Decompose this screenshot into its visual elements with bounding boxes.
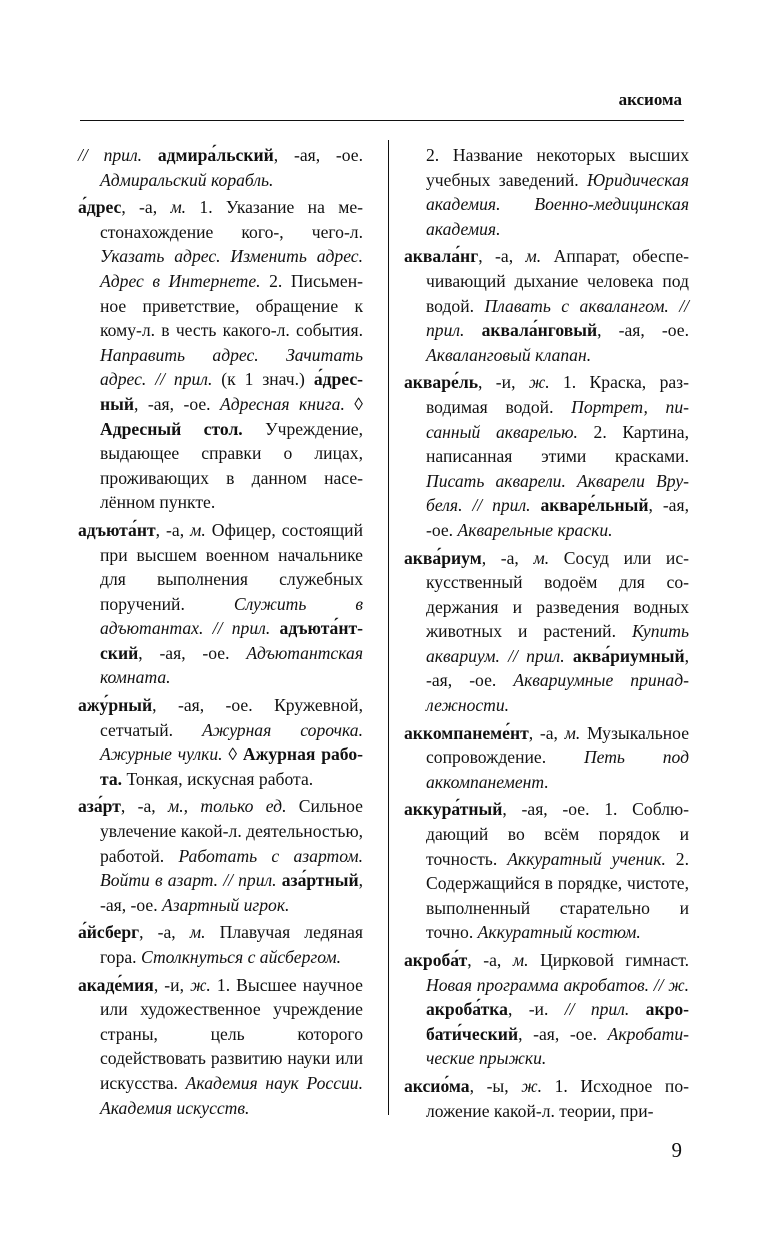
italic-text: Петь под аккомпанемент.	[426, 747, 690, 792]
dictionary-entry	[404, 143, 689, 241]
header-rule	[80, 120, 684, 121]
italic-text: Работать с азартом. Войти в азарт. // прил.	[100, 845, 363, 891]
italic-text: Академия наук России. Академия искусств.	[100, 1072, 364, 1118]
entry-text: 1. Указание на местонахождение кого-, чего-л.	[100, 197, 364, 242]
italic-text: Купить аквариум. // прил.	[426, 621, 689, 666]
italic-text: Акробатические прыжки.	[426, 1023, 689, 1069]
italic-text: м., только ед.	[168, 796, 287, 817]
italic-text: // прил.	[78, 145, 143, 165]
entry-text: , -ая, -ое.	[518, 1023, 608, 1044]
headword: акробати́ческий	[426, 999, 690, 1044]
headword: аза́ртный	[281, 870, 359, 891]
headword: а́дрес	[78, 197, 122, 218]
dictionary-entry	[78, 195, 363, 515]
entry-text: , -а,	[121, 197, 171, 218]
dictionary-entry	[78, 794, 363, 917]
entry-text: 2. Письменное приветствие, обращение к кому-л. в честь какого-л. события.	[100, 270, 363, 341]
entry-text: , -а,	[478, 246, 526, 267]
headword: ажу́рный	[78, 695, 153, 716]
italic-text: Портрет, писанный акварелью.	[426, 396, 689, 442]
dictionary-entry	[404, 721, 689, 795]
entry-text: , -ая, -ое.	[273, 145, 363, 165]
dictionary-entry	[404, 370, 689, 542]
entry-text: , -а,	[528, 722, 565, 743]
italic-text: м.	[564, 722, 581, 743]
entry-text: , -и.	[507, 999, 565, 1020]
italic-text: ж.	[521, 1075, 543, 1096]
entry-text: , -а,	[155, 519, 191, 540]
entry-text: Сосуд или искусственный водоём для содержания и разведения водных животных и растений.	[426, 547, 690, 642]
italic-text: // прил.	[564, 999, 630, 1020]
headword: акаде́мия	[78, 974, 154, 995]
italic-text: Адъютантская комната.	[100, 642, 363, 688]
entry-text: , -ая, -ое.	[100, 870, 363, 915]
italic-text: Ажурная сорочка. Ажурные чулки.	[100, 719, 363, 765]
entry-text: Аппарат, обеспечивающий дыхание человека под водой.	[426, 246, 689, 316]
dictionary-entry	[404, 1074, 689, 1123]
entry-text: (к 1 знач.)	[212, 369, 314, 390]
italic-text: Указать адрес. Изменить адрес. Адрес в Интернете.	[100, 246, 363, 291]
italic-text: Акварельные краски.	[457, 519, 613, 540]
dictionary-entry	[404, 244, 689, 367]
entry-text: , -ая, -ое. Кружевной, сетчатый.	[100, 695, 363, 740]
entry-text: 1. Исходное положение какой-л. теории, при-	[426, 1075, 689, 1121]
headword: адъюта́нт	[78, 519, 156, 540]
dictionary-entry	[78, 693, 363, 791]
dictionary-entry	[404, 546, 689, 718]
right-column	[404, 143, 689, 1126]
entry-text	[464, 320, 481, 340]
entry-text: , -ы,	[469, 1075, 522, 1096]
italic-text: Новая программа акробатов. // ж.	[426, 974, 689, 995]
entry-text	[531, 495, 541, 515]
entry-text: , -а,	[120, 796, 168, 817]
headword: аквала́нг	[404, 246, 479, 267]
dictionary-entry	[404, 948, 689, 1071]
entry-text: 1. Высшее научное или художественное учреждение страны, цель которого содействовать развитию науки или искусства.	[100, 974, 363, 1093]
headword: адмира́льский	[157, 145, 274, 165]
dictionary-entry	[78, 920, 363, 969]
entry-text: Плавучая ледяная гора.	[100, 922, 364, 967]
italic-text: м.	[533, 547, 550, 568]
italic-text: Юридическая академия. Военно-медицинская академия.	[426, 169, 689, 239]
running-head: аксиома	[618, 90, 682, 109]
italic-text: Акваланговый клапан.	[426, 344, 592, 365]
entry-text: , -а,	[481, 547, 534, 568]
entry-text: , -ая, -ое.	[426, 645, 689, 691]
page-number: 9	[671, 1138, 682, 1162]
entry-text: Тонкая, искусная работа.	[122, 768, 314, 789]
entry-text: , -ая, -ое.	[134, 393, 221, 414]
italic-text: Азартный игрок.	[162, 894, 290, 915]
italic-text: м.	[190, 519, 206, 540]
headword: акроба́тка	[426, 999, 508, 1020]
column-divider	[388, 140, 389, 1115]
entry-text: Учреждение, выдающее справки о лицах, проживающих в данном населённом пункте.	[100, 418, 364, 513]
headword: Ажурная работа.	[100, 744, 363, 789]
headword: аккура́тный	[404, 799, 503, 820]
dictionary-entry	[404, 797, 689, 945]
entry-text: 2. Название некоторых высших учебных заведений.	[426, 145, 689, 190]
dictionary-entry	[78, 143, 363, 192]
headword: а́дресный	[100, 369, 364, 414]
headword: адъюта́нтский	[100, 618, 363, 663]
entry-text: 1. Краска, разводимая водой.	[426, 372, 689, 417]
entry-text: , -ая, -ое.	[138, 642, 247, 663]
entry-text: , -ая, -ое. 1. Соблюдающий во всём порядок и точность.	[426, 799, 689, 869]
italic-text: Адмиральский корабль.	[100, 169, 274, 190]
italic-text: Направить адрес. Зачитать адрес. // прил.	[100, 344, 363, 390]
headword: аза́рт	[78, 796, 121, 817]
entry-text: ◊	[344, 393, 363, 414]
italic-text: м.	[512, 950, 529, 970]
headword: аква́риумный	[572, 645, 685, 666]
italic-text: ж.	[190, 974, 211, 995]
entry-text: Офицер, состоящий при высшем военном начальнике для выполнения служебных поручений.	[100, 519, 363, 614]
headword: акваре́льный	[540, 495, 649, 516]
italic-text: Аквариумные принадлежности.	[426, 670, 689, 716]
italic-text: Столкнуться с айсбергом.	[140, 947, 342, 967]
italic-text: м.	[189, 922, 206, 943]
italic-text: Адресная книга.	[220, 393, 345, 414]
italic-text: Плавать с аквалангом. //прил.	[426, 295, 689, 341]
entry-text: Цирковой гимнаст.	[528, 950, 689, 970]
headword: аккомпанеме́нт	[404, 722, 529, 743]
italic-text: Служить в адъютантах. // прил.	[100, 593, 363, 639]
italic-text: Аккуратный ученик.	[507, 848, 666, 869]
entry-text: , -ая, -ое.	[597, 320, 689, 341]
italic-text: ж.	[528, 372, 550, 393]
headword: акваре́ль	[404, 372, 479, 393]
entry-text	[270, 618, 279, 638]
left-column	[78, 143, 363, 1123]
entry-text: , -а,	[139, 922, 190, 943]
italic-text: Писать акварели. Акварели Врубеля. // прил.	[426, 470, 689, 516]
entry-text: , -и,	[478, 372, 529, 393]
entry-text: 2. Содержащийся в порядке, чистоте, выполненный старательно и точно.	[426, 848, 689, 943]
entry-text	[142, 145, 158, 165]
entry-text: , -ая, -ое.	[426, 495, 689, 540]
dictionary-entry	[78, 518, 363, 690]
headword: аква́риум	[404, 547, 482, 568]
headword: а́йсберг	[78, 922, 140, 943]
entry-text: , -а,	[467, 950, 513, 970]
italic-text: м.	[525, 246, 542, 267]
entry-text: , -и,	[153, 974, 191, 995]
headword: аквала́нговый	[481, 320, 598, 341]
entry-text: 2. Картина, написанная этими красками.	[426, 421, 689, 467]
headword: Адресный стол.	[100, 418, 243, 439]
headword: аксио́ма	[404, 1075, 470, 1096]
entry-text: Сильное увлечение какой-л. деятельностью, работой.	[100, 796, 363, 866]
italic-text: м.	[170, 197, 187, 218]
headword: акроба́т	[404, 950, 468, 970]
italic-text: Аккуратный костюм.	[477, 922, 641, 943]
entry-text	[565, 646, 573, 666]
dictionary-entry	[78, 973, 363, 1121]
entry-text: Музыкальное сопровождение.	[426, 722, 689, 768]
entry-text: ◊	[222, 744, 243, 765]
entry-text	[629, 999, 645, 1019]
